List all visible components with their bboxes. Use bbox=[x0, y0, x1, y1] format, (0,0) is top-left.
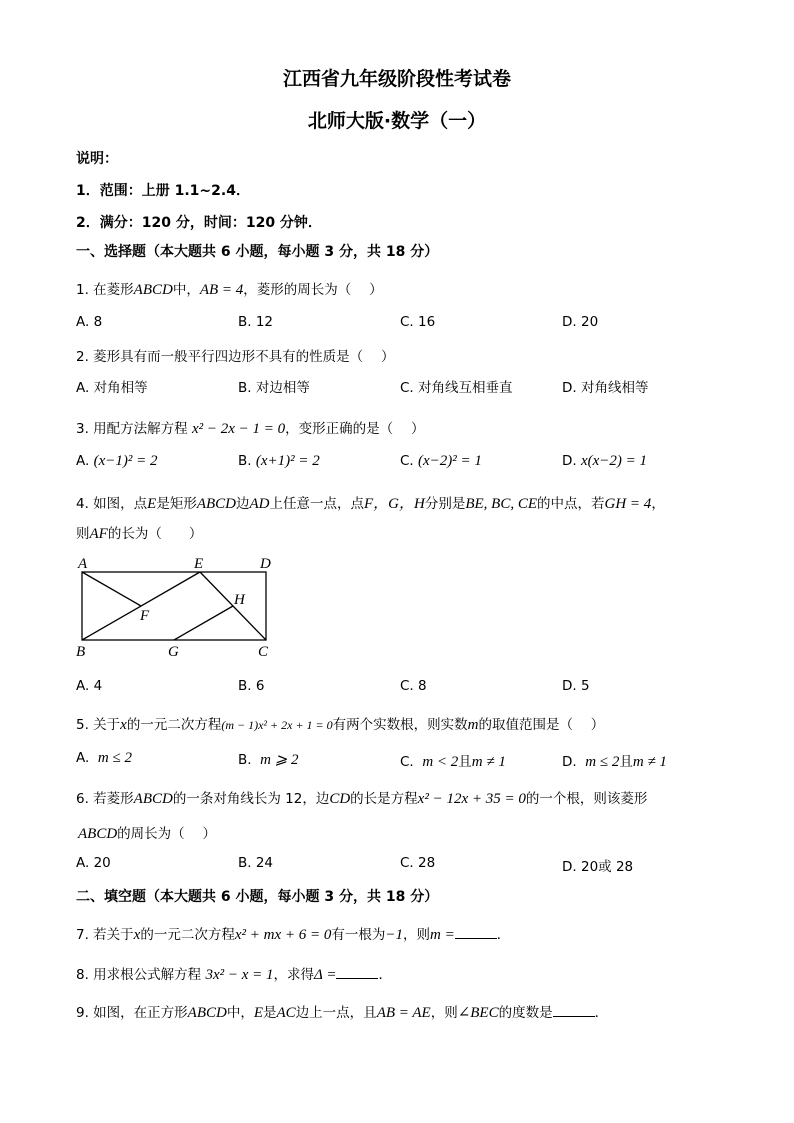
label-c: C bbox=[258, 644, 269, 660]
q3-option-d: D. x(x−2) = 1 bbox=[562, 453, 648, 469]
question-4-line-1: 4. 如图，点E是矩形ABCD边AD上任意一点，点F，G，H分别是BE, BC, CE的中点，若GH = 4， bbox=[76, 496, 665, 512]
question-4-line-2: 则AF的长为（ ） bbox=[76, 526, 203, 542]
label-h: H bbox=[234, 592, 245, 608]
segment-gh bbox=[174, 606, 233, 640]
q3-text-post: ，变形正确的是（ ） bbox=[285, 421, 425, 437]
q9-answer-blank[interactable] bbox=[553, 1004, 595, 1017]
q3-equation: x² − 2x − 1 = 0 bbox=[191, 421, 286, 437]
question-3 bbox=[76, 417, 424, 438]
q3-option-c: C. (x−2)² = 1 bbox=[400, 453, 482, 469]
q4-rectangle-figure bbox=[70, 552, 285, 662]
q4-option-c: C. 8 bbox=[400, 678, 427, 694]
q1-text-pre: 1. 在菱形 bbox=[76, 282, 134, 298]
notes-heading: 说明： bbox=[76, 151, 118, 167]
question-6-line-2: ABCD的周长为（ ） bbox=[78, 826, 216, 842]
notes-item-2: 2．满分：120 分，时间：120 分钟． bbox=[76, 215, 322, 231]
label-g: G bbox=[168, 644, 179, 660]
question-9: 9. 如图，在正方形ABCD中，E是AC边上一点，且AB = AE，则∠BEC的度数是 ． bbox=[76, 1005, 609, 1021]
question-1 bbox=[76, 278, 383, 299]
question-5: 5. 关于x的一元二次方程(m − 1)x² + 2x + 1 = 0有两个实数根，则实数m的取值范围是（ ） bbox=[76, 717, 605, 733]
q1-text-post: ，菱形的周长为（ ） bbox=[243, 282, 383, 298]
q1-text-mid: 中， bbox=[172, 282, 200, 298]
segment-af bbox=[82, 572, 141, 606]
label-f: F bbox=[140, 608, 150, 624]
q7-answer-blank[interactable] bbox=[455, 926, 497, 939]
q3-text-pre: 3. 用配方法解方程 bbox=[76, 421, 188, 437]
q4-option-b: B. 6 bbox=[238, 678, 265, 694]
q4-option-a: A. 4 bbox=[76, 678, 103, 694]
q3-option-a: A. (x−1)² = 2 bbox=[76, 453, 158, 469]
q4-option-d: D. 5 bbox=[562, 678, 590, 694]
question-7: 7. 若关于x的一元二次方程x² + mx + 6 = 0有一根为−1，则m = ． bbox=[76, 927, 511, 943]
q1-option-c: C. 16 bbox=[400, 314, 436, 330]
q1-math-ab: AB = 4 bbox=[199, 282, 244, 298]
q5-option-b: B. m ⩾ 2 bbox=[238, 752, 299, 768]
label-a: A bbox=[78, 556, 88, 572]
q6-option-c: C. 28 bbox=[400, 855, 436, 871]
notes-item-1: 1．范围：上册 1.1~2.4． bbox=[76, 183, 250, 199]
label-b: B bbox=[76, 644, 86, 660]
q2-option-c: C. 对角线互相垂直 bbox=[400, 380, 513, 396]
q2-option-b: B. 对边相等 bbox=[238, 380, 310, 396]
label-e: E bbox=[194, 556, 204, 572]
section-1-heading: 一、选择题（本大题共 6 小题，每小题 3 分，共 18 分） bbox=[76, 244, 439, 260]
q6-option-a: A. 20 bbox=[76, 855, 111, 871]
section-2-heading: 二、填空题（本大题共 6 小题，每小题 3 分，共 18 分） bbox=[76, 889, 439, 905]
q1-option-a: A. 8 bbox=[76, 314, 103, 330]
q1-option-d: D. 20 bbox=[562, 314, 599, 330]
q6-option-d: D. 20或 28 bbox=[562, 859, 634, 875]
question-6-line-1: 6. 若菱形ABCD的一条对角线长为 12，边CD的长是方程x² − 12x + 35 = 0的一个根，则该菱形 bbox=[76, 791, 648, 807]
page-subtitle: 北师大版·数学（一） bbox=[307, 110, 487, 132]
q8-answer-blank[interactable] bbox=[336, 966, 378, 979]
q2-option-d: D. 对角线相等 bbox=[562, 380, 649, 396]
q2-option-a: A. 对角相等 bbox=[76, 380, 148, 396]
q3-option-b: B. (x+1)² = 2 bbox=[238, 453, 320, 469]
question-8: 8. 用求根公式解方程 3x² − x = 1，求得Δ = ． bbox=[76, 967, 392, 983]
q5-option-a: A. m ≤ 2 bbox=[76, 750, 132, 766]
q1-option-b: B. 12 bbox=[238, 314, 274, 330]
q5-option-c: C. m < 2且m ≠ 1 bbox=[400, 754, 506, 770]
page-title: 江西省九年级阶段性考试卷 bbox=[282, 68, 511, 90]
question-2: 2. 菱形具有而一般平行四边形不具有的性质是（ ） bbox=[76, 349, 395, 365]
q6-option-b: B. 24 bbox=[238, 855, 274, 871]
label-d: D bbox=[260, 556, 271, 572]
q1-math-abcd: ABCD bbox=[133, 282, 173, 298]
q5-option-d: D. m ≤ 2且m ≠ 1 bbox=[562, 754, 667, 770]
